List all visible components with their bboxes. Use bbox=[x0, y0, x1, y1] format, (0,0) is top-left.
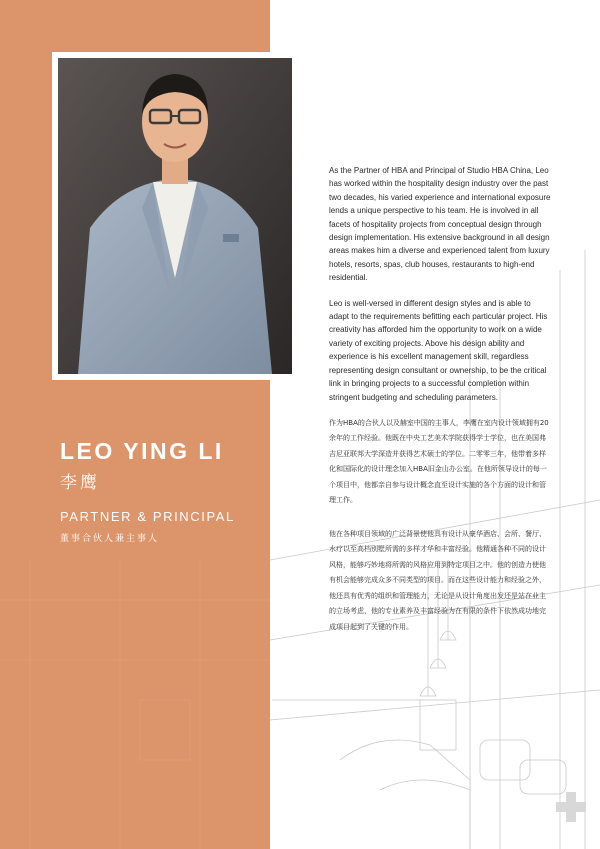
portrait-photo bbox=[58, 58, 292, 374]
person-name: LEO YING LI bbox=[60, 438, 224, 464]
portrait-frame bbox=[52, 52, 298, 380]
bio-paragraph-cn: 作为HBA的合伙人以及赫室中国的主事人，李鹰在室内设计领域拥有20余年的工作经验。他既在中央工艺美术学院获得学士学位，也在美国弗吉尼亚联邦大学深造并获得艺术硕士的学位。二零零三年，他带着多样化和国际化的设计理念加入HBA旧金山办公室。在他所领导设计的每一个项目中，他都亲自参与设计概念直至设计实施的各个方面的设计和管理工作。 bbox=[329, 418, 549, 505]
bio-paragraph-en: As the Partner of HBA and Principal of Studio HBA China, Leo has worked within the hospitality design industry over the past two decades, his varied experience and international exposure lends a unique perspective to his team. He is involved in all facets of hospitality projects from conceptual design through design implementation. His extensive background in all design areas makes him a diverse and experienced talent from luxury hotels, resorts, spas, club houses, restaurants to high-end residential. bbox=[329, 166, 551, 283]
job-title-chinese: 董事合伙人兼主事人 bbox=[60, 534, 160, 544]
bio-paragraph-cn: 他在各种项目领域的广泛背景使他具有设计从豪华酒店、会所、餐厅、水疗以至高档别墅所需的多样才华和丰富经验。他精通各种不同的设计风格，能够巧妙地将所需的风格应用到特定项目之中。他的创造力使他有机会能够完成众多不同类型的项目。而在这些设计能力和经验之外，他还具有优秀的组织和管理能力，无论是从设计角度出发还是站在业主的立场考虑，他的专业素养及丰富经验为在有限的条件下依然成功地完成项目起到了关键的作用。 bbox=[329, 529, 546, 631]
bio-paragraph-en: Leo is well-versed in different design styles and is able to adapt to the requirements befitting each particular project. His creativity has afforded him the opportunity to work on a wide variety of exciting projects. Above his design ability and experience is his excellent management skill, regardless representing design consultant or ownership, to be the critical link in bringing projects to a successful completion within stringent budgeting and scheduling parameters. bbox=[329, 298, 548, 402]
person-name-chinese: 李鹰 bbox=[60, 473, 100, 493]
job-title: PARTNER & PRINCIPAL bbox=[60, 509, 235, 524]
biography bbox=[329, 164, 551, 653]
